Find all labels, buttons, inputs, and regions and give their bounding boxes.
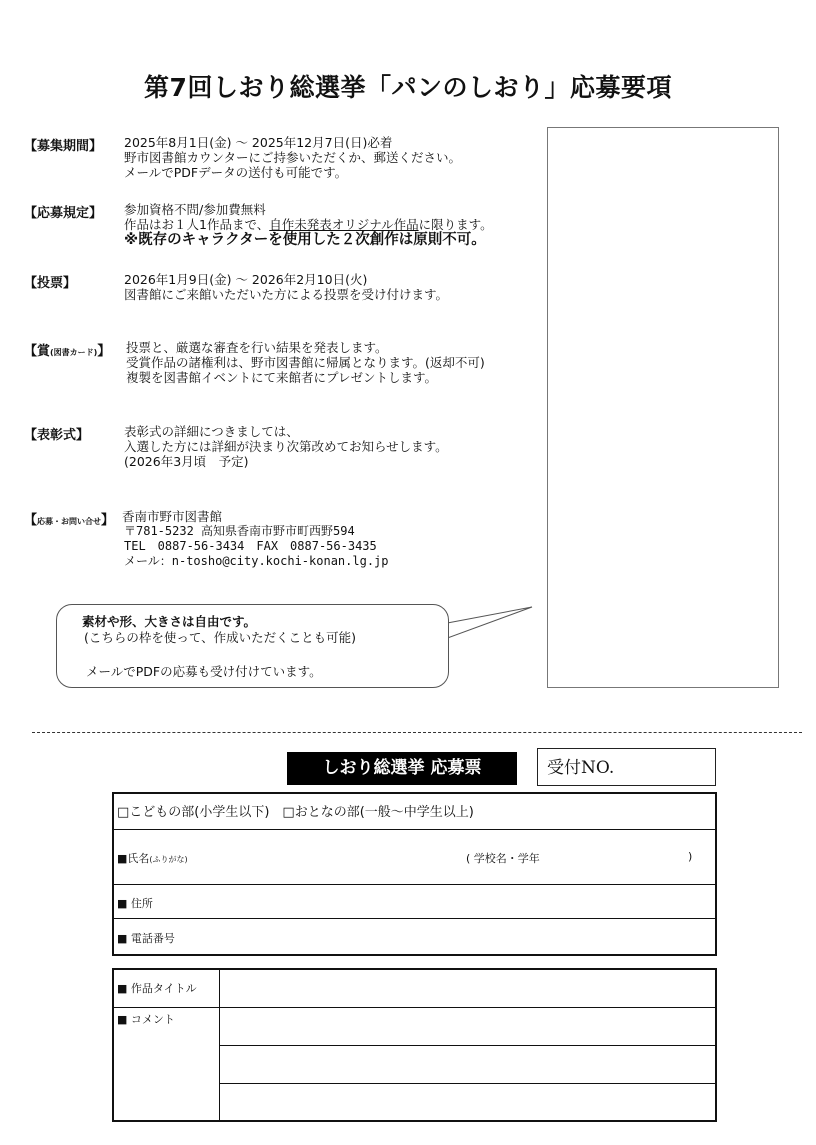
prize-line-1: 投票と、厳選な審査を行い結果を発表します。 [126, 340, 388, 355]
rules-text [124, 202, 493, 248]
bubble-line-2: (こちらの枠を使って、作成いただくことも可能) [84, 630, 357, 645]
ceremony-label: 【表彰式】 [24, 428, 90, 443]
page-title: 第7回しおり総選挙「パンのしおり」応募要項 [144, 73, 672, 102]
contact-phone-fax: TEL 0887-56-3434 FAX 0887-56-3435 [124, 539, 377, 553]
rules-line-2-post: に限ります。 [418, 217, 493, 232]
divider [114, 829, 715, 830]
contact-label-open: 【 [24, 513, 38, 528]
rules-label: 【応募規定】 [24, 206, 103, 221]
prize-line-3: 複製を図書館イベントにて来館者にプレゼントします。 [126, 370, 438, 385]
period-line-3: メールでPDFデータの送付も可能です。 [124, 165, 348, 180]
cut-line [32, 732, 802, 733]
school-grade-label: ( 学校名・学年 [466, 852, 540, 865]
rules-line-2-pre: 作品はお１人1作品まで、 [124, 217, 270, 232]
work-title-label: ■ 作品タイトル [117, 982, 197, 995]
bookmark-drawing-area [547, 127, 779, 688]
contact-label-close: 】 [101, 513, 115, 528]
name-field[interactable] [117, 850, 188, 866]
school-grade-close: ) [688, 850, 693, 863]
bubble-line-3: メールでPDFの応募も受け付けています。 [86, 664, 322, 679]
name-furigana-label: (ふりがな) [149, 855, 188, 864]
form-title: しおり総選挙 応募票 [287, 752, 517, 785]
rules-line-2-underline: 自作未発表オリジナル作品 [269, 217, 419, 232]
prize-label [24, 340, 110, 359]
vote-text [124, 272, 448, 302]
period-label: 【募集期間】 [24, 139, 103, 154]
ceremony-line-2: 入選した方には詳細が決まり次第改めてお知らせします。 [124, 439, 448, 454]
contact-label-small: 応募・お問い合せ [37, 517, 102, 526]
name-label: ■氏名 [117, 852, 150, 865]
work-title-input[interactable] [222, 971, 713, 1005]
category-checkboxes[interactable]: □こどもの部(小学生以下) □おとなの部(一般～中学生以上) [117, 805, 474, 820]
contact-text [122, 509, 389, 569]
vote-line-1: 2026年1月9日(金) ～ 2026年2月10日(火) [124, 272, 368, 287]
period-line-1: 2025年8月1日(金) ～ 2025年12月7日(日)必着 [124, 135, 393, 150]
period-text [124, 135, 461, 180]
comment-label: ■ コメント [117, 1013, 175, 1026]
ceremony-line-3: (2026年3月頃 予定) [124, 454, 249, 469]
ceremony-text [124, 424, 448, 469]
divider [114, 918, 715, 919]
prize-label-end: 】 [97, 344, 111, 359]
rules-warning: ※既存のキャラクターを使用した２次創作は原則不可。 [124, 232, 486, 248]
prize-label-small: (図書カード) [50, 348, 98, 357]
ceremony-line-1: 表彰式の詳細につきましては、 [124, 424, 299, 439]
prize-text [126, 340, 485, 385]
period-line-2: 野市図書館カウンターにご持参いただくか、郵送ください。 [124, 150, 462, 165]
receipt-number-box: 受付NO. [537, 748, 716, 786]
divider [114, 884, 715, 885]
vote-line-2: 図書館にご来館いただいた方による投票を受け付けます。 [124, 287, 449, 302]
prize-line-2: 受賞作品の諸権利は、野市図書館に帰属となります。(返却不可) [126, 355, 485, 370]
contact-label [24, 509, 114, 528]
contact-org: 香南市野市図書館 [122, 509, 223, 524]
comment-input[interactable] [222, 1009, 713, 1119]
contact-address: 〒781-5232 高知県香南市野市町西野594 [124, 524, 355, 538]
divider [114, 1007, 715, 1008]
bubble-line-1: 素材や形、大きさは自由です。 [82, 614, 257, 629]
phone-field[interactable]: ■ 電話番号 [117, 932, 175, 945]
vote-label: 【投票】 [24, 276, 77, 291]
rules-line-1: 参加資格不問/参加費無料 [124, 202, 266, 217]
rules-line-2 [124, 217, 493, 232]
bubble-tail [440, 604, 540, 644]
prize-label-main: 【賞 [24, 344, 51, 359]
contact-email: メール：n-tosho@city.kochi-konan.lg.jp [124, 554, 389, 568]
address-field[interactable]: ■ 住所 [117, 897, 153, 910]
